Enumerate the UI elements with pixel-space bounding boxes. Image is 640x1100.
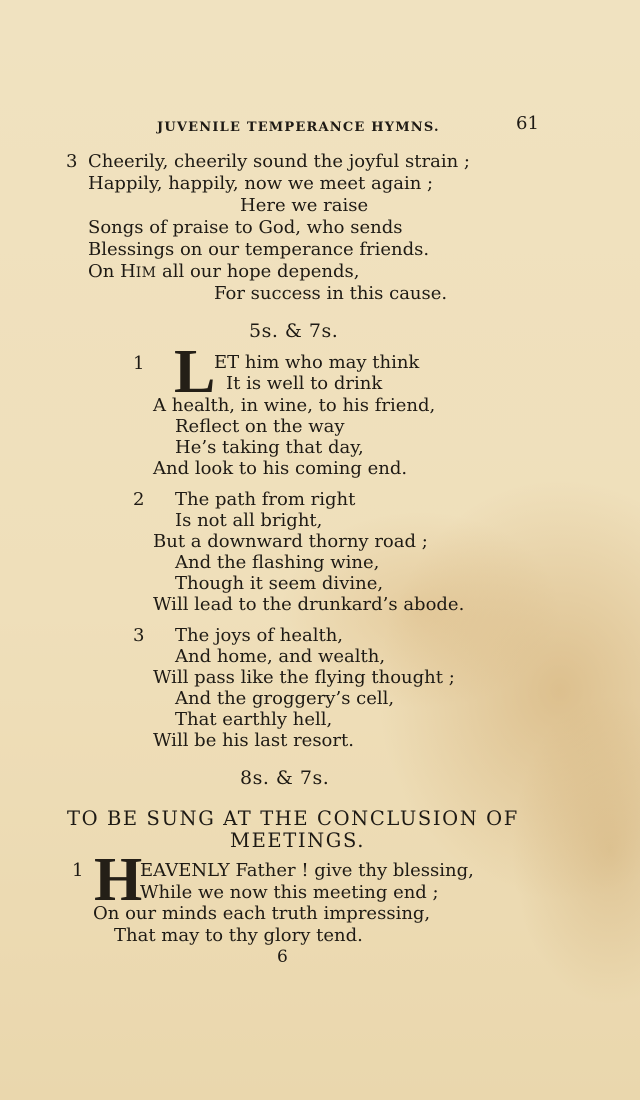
verse-line: Blessings on our temperance friends. <box>88 239 430 260</box>
verse-line: And the groggery’s cell, <box>175 688 395 709</box>
verse-line: The joys of health, <box>175 625 344 646</box>
verse-line: Though it seem divine, <box>175 573 384 594</box>
running-title: JUVENILE TEMPERANCE HYMNS. <box>157 120 440 135</box>
meter-heading: 8s. & 7s. <box>240 767 330 789</box>
verse-line: And look to his coming end. <box>153 458 408 479</box>
verse-number: 3 <box>133 625 145 646</box>
verse-line: And the flashing wine, <box>175 552 380 573</box>
verse-line-start: On H <box>88 261 136 282</box>
verse-number: 2 <box>133 489 145 510</box>
verse-line: A health, in wine, to his friend, <box>153 395 436 416</box>
verse-number: 1 <box>133 353 145 374</box>
verse-line: While we now this meeting end ; <box>140 882 439 903</box>
verse-number: 3 <box>66 151 78 172</box>
small-caps-him: IM <box>135 265 157 281</box>
verse-number: 1 <box>72 860 84 881</box>
verse-line: And home, and wealth, <box>175 646 386 667</box>
verse-line: Happily, happily, now we meet again ; <box>88 173 434 194</box>
meter-heading: 5s. & 7s. <box>249 320 339 342</box>
verse-line: Will pass like the flying thought ; <box>153 667 455 688</box>
verse-line: EAVENLY Father ! give thy blessing, <box>140 860 474 881</box>
verse-line: Cheerily, cheerily sound the joyful strain ; <box>88 151 470 172</box>
verse-line: Will be his last resort. <box>153 730 354 751</box>
signature-mark: 6 <box>277 947 288 967</box>
verse-line: It is well to drink <box>226 373 383 394</box>
verse-line: That may to thy glory tend. <box>114 925 363 946</box>
verse-line <box>88 261 359 284</box>
verse-line: On our minds each truth impressing, <box>93 903 431 924</box>
verse-line: Reflect on the way <box>175 416 345 437</box>
verse-line: ET him who may think <box>214 352 420 373</box>
verse-line: That earthly hell, <box>175 709 333 730</box>
drop-cap-letter: H <box>94 846 143 914</box>
verse-line: Songs of praise to God, who sends <box>88 217 403 238</box>
verse-line: Here we raise <box>240 195 369 216</box>
verse-line: Will lead to the drunkard’s abode. <box>153 594 465 615</box>
verse-line: Is not all bright, <box>175 510 323 531</box>
verse-line: He’s taking that day, <box>175 437 364 458</box>
drop-cap-letter: L <box>174 338 216 406</box>
hymn-title: TO BE SUNG AT THE CONCLUSION OF <box>67 807 519 830</box>
page-number: 61 <box>516 113 539 134</box>
verse-line-end: all our hope depends, <box>156 261 360 282</box>
hymn-title: MEETINGS. <box>230 829 366 852</box>
verse-line: The path from right <box>175 489 356 510</box>
verse-line: But a downward thorny road ; <box>153 531 428 552</box>
verse-line: For success in this cause. <box>214 283 448 304</box>
